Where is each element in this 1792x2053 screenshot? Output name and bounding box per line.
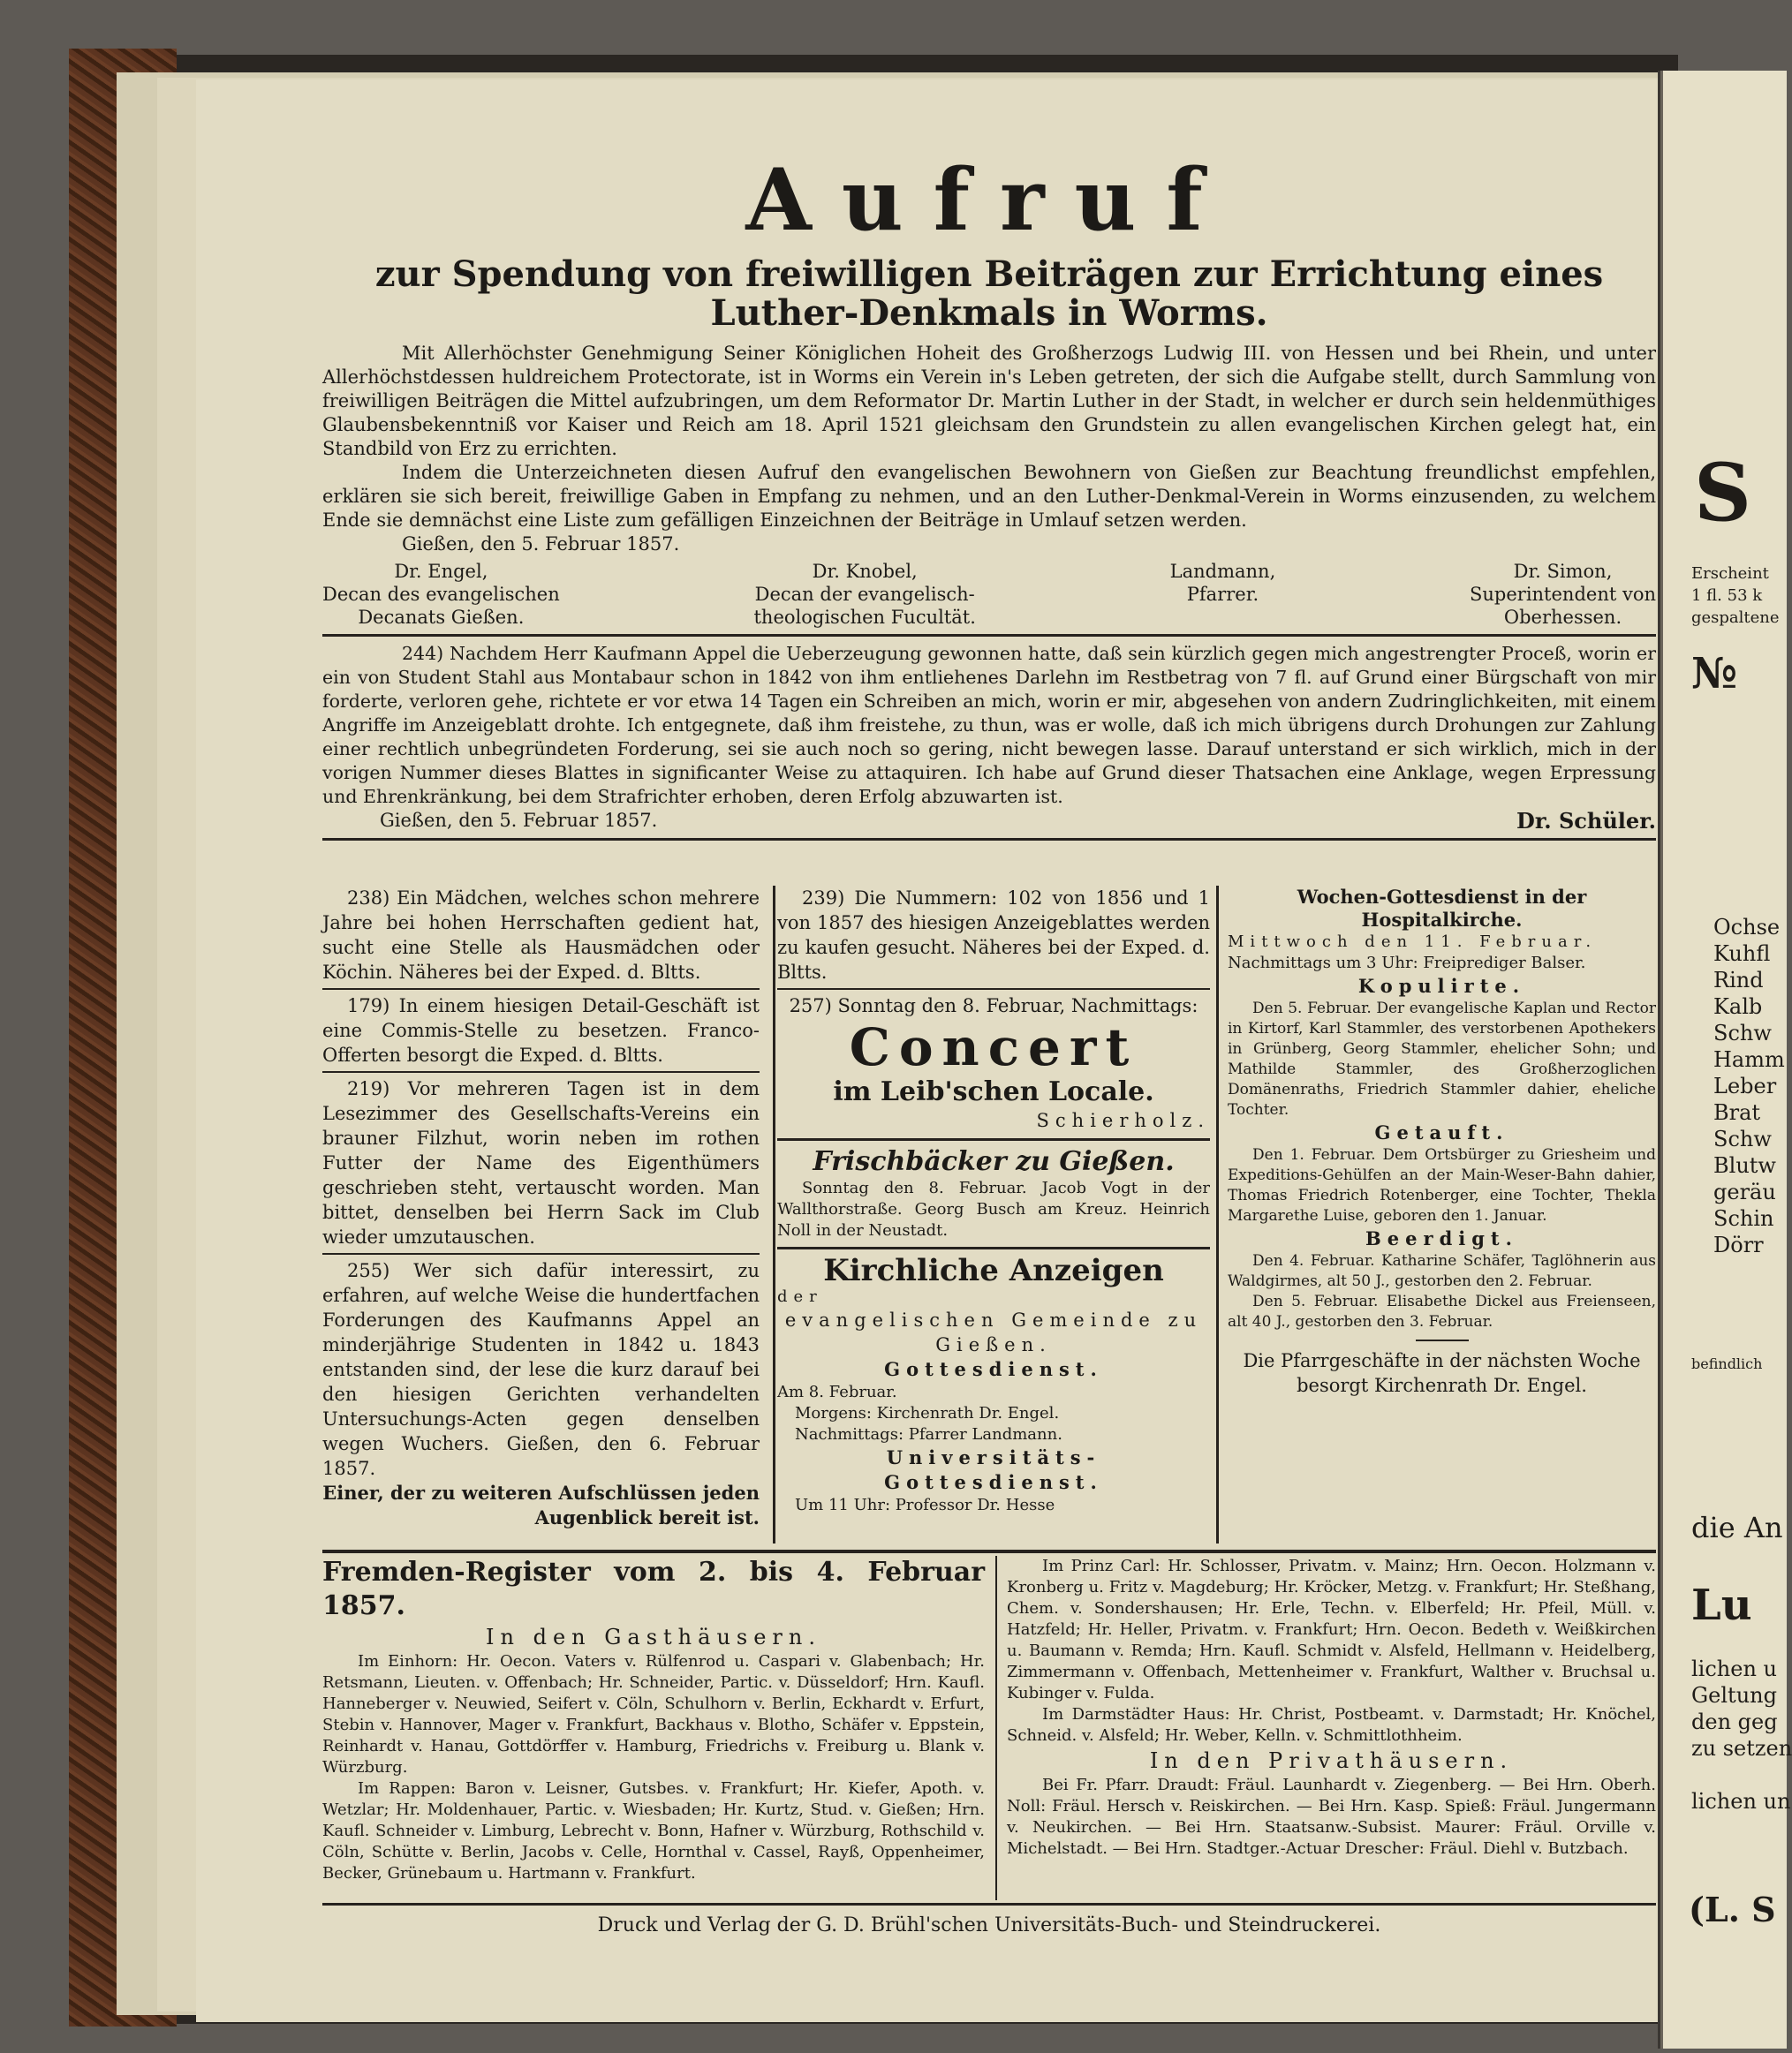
headline-subtitle: zur Spendung von freiwilligen Beiträgen zur Errichtung eines Luther-Denkmals in Worms. bbox=[374, 253, 1604, 334]
divider bbox=[322, 634, 1656, 637]
signatory-title: Pfarrer. bbox=[1186, 584, 1259, 605]
facing-text: befindlich bbox=[1691, 1355, 1763, 1372]
facing-text: zu setzen bbox=[1691, 1736, 1792, 1761]
middle-column bbox=[777, 886, 1210, 1516]
signatory-title: Decanats Gießen. bbox=[358, 607, 525, 628]
hospital-service-date: Mittwoch den 11. Februar. bbox=[1228, 932, 1598, 951]
notice-238: 238) Ein Mädchen, welches schon mehrere Jahre bei hohen Herrschaften gedient hat, sucht eine Stelle als Hausmädchen oder Köchin. Näheres bei der Exped. d. Bltts. bbox=[322, 887, 760, 983]
church-sub-2: evangelischen Gemeinde zu Gießen. bbox=[784, 1310, 1203, 1355]
facing-text: Erscheint bbox=[1691, 564, 1769, 583]
concert-title: Concert bbox=[849, 1017, 1138, 1077]
facing-text: Schin bbox=[1713, 1206, 1774, 1231]
parish-duties: Die Pfarrgeschäfte in der nächsten Woche besorgt Kirchenrath Dr. Engel. bbox=[1243, 1350, 1641, 1396]
service-morning: Morgens: Kirchenrath Dr. Engel. bbox=[795, 1404, 1060, 1423]
bakers-title: Frischbäcker zu Gießen. bbox=[813, 1146, 1175, 1177]
marriages-text: Den 5. Februar. Der evangelische Kaplan und Rector in Kirtorf, Karl Stammler, des verstorbenen Apothekers in Grünberg, Georg Stammler, ehelicher Sohn; und Mathilde Stammler, des Großherzoglichen Domänenraths, Friedrich Stammler dahier, eheliche Tochter. bbox=[1228, 1000, 1656, 1119]
facing-text: S bbox=[1694, 446, 1751, 540]
divider bbox=[777, 988, 1210, 990]
signatory-name: Dr. Engel, bbox=[394, 561, 488, 582]
baptisms-title: Getauft. bbox=[1374, 1121, 1509, 1143]
classified-columns bbox=[322, 886, 1656, 1530]
divider bbox=[777, 1138, 1210, 1141]
facing-text: Rind bbox=[1713, 968, 1764, 993]
column-rule bbox=[995, 1556, 997, 1900]
facing-text: Blutw bbox=[1713, 1153, 1776, 1178]
left-column bbox=[322, 886, 760, 1530]
divider bbox=[322, 1550, 1656, 1553]
church-title: Kirchliche Anzeigen bbox=[823, 1253, 1164, 1288]
appeal-paragraph-2: Indem die Unterzeichneten diesen Aufruf den evangelischen Bewohnern von Gießen zur Beachtung freundlichst empfehlen, erklären sie sich bereit, freiwillige Gaben in Empfang zu nehmen, und an den Luther-Denkmal-Verein in Worms einzusenden, zu welchem Ende sie demnächst eine Liste zum gefälligen Einzeichnen der Beiträge in Umlauf setzen werden. bbox=[322, 462, 1656, 531]
appeal-section bbox=[322, 150, 1656, 846]
signatory-name: Landmann, bbox=[1169, 561, 1276, 582]
facing-text: Kalb bbox=[1713, 994, 1763, 1019]
signatory-title: Decan des evangelischen bbox=[322, 584, 560, 605]
notice-244: 244) Nachdem Herr Kaufmann Appel die Ueberzeugung gewonnen hatte, daß sein kürzlich gegen mich angestrengter Proceß, worin er ein von Student Stahl aus Montabaur schon in 1842 von ihm entliehenes Darlehn im Restbetrag von 7 fl. auf Grund einer Bürgschaft von mir forderte, verloren gehe, richtete er vor etwa 14 Tagen ein Schreiben an mich, worin er mir, abgesehen von andern Zudringlichkeiten, mit einem Angriffe im Anzeigeblatt drohte. Ich entgegnete, daß ihm freistehe, zu thun, was er wolle, daß ich mich übrigens durch Drohungen zur Zahlung einer rechtlich unbegründeten Forderung, sei sie auch noch so gering, nicht bewegen lasse. Darauf unterstand er sich wirklich, mich in der vorigen Nummer dieses Blattes in significanter Weise zu attaquiren. Ich habe auf Grund dieser Thatsachen eine Anklage, wegen Erpressung und Ehrenkränkung, bei dem Strafrichter erhoben, deren Erfolg abzuwarten ist. bbox=[322, 643, 1656, 807]
university-service-title: Universitäts-Gottesdienst. bbox=[884, 1446, 1103, 1493]
signatory bbox=[322, 560, 560, 629]
hospital-service-title: Wochen-Gottesdienst in der Hospitalkirche. bbox=[1297, 886, 1587, 931]
service-title: Gottesdienst. bbox=[884, 1358, 1103, 1380]
facing-text: geräu bbox=[1713, 1180, 1776, 1204]
signatories bbox=[322, 560, 1656, 629]
notice-219: 219) Vor mehreren Tagen ist in dem Lesezimmer des Gesellschafts-Vereins ein brauner Filzhut, worin neben im rothen Futter der Name des Eigenthümers geschrieben steht, vertauscht worden. Man bittet, denselben bei Herrn Sack im Club wieder umzutauschen. bbox=[322, 1078, 760, 1248]
university-service-time: Um 11 Uhr: Professor Dr. Hesse bbox=[795, 1496, 1055, 1514]
facing-text: Hamm bbox=[1713, 1047, 1785, 1072]
facing-text: Lu bbox=[1691, 1581, 1752, 1630]
burials-title: Beerdigt. bbox=[1365, 1227, 1518, 1249]
divider bbox=[322, 988, 760, 990]
signatory-name: Dr. Knobel, bbox=[812, 561, 918, 582]
signatory-name: Dr. Simon, bbox=[1513, 561, 1613, 582]
facing-text: Brat bbox=[1713, 1100, 1761, 1125]
divider bbox=[777, 1247, 1210, 1249]
burials-text-2: Den 5. Februar. Elisabethe Dickel aus Freienseen, alt 40 J., gestorben den 3. Februar. bbox=[1228, 1293, 1656, 1331]
facing-text: Geltung bbox=[1691, 1683, 1777, 1708]
facing-text: Kuhfl bbox=[1713, 941, 1771, 966]
notice-179: 179) In einem hiesigen Detail-Geschäft ist eine Commis-Stelle zu besetzen. Franco-Offerten besorgt die Exped. d. Bltts. bbox=[322, 995, 760, 1066]
facing-text: № bbox=[1691, 649, 1738, 698]
burials-text-1: Den 4. Februar. Katharine Schäfer, Taglöhnerin aus Waldgirmes, alt 50 J., gestorben den 2. Februar. bbox=[1228, 1252, 1656, 1290]
facing-text: Dörr bbox=[1713, 1233, 1764, 1257]
notice-244-footer bbox=[322, 809, 1656, 833]
bakers-list: Sonntag den 8. Februar. Jacob Vogt in der Wallthorstraße. Georg Busch am Kreuz. Heinrich Noll in der Neustadt. bbox=[777, 1179, 1210, 1240]
service-afternoon: Nachmittags: Pfarrer Landmann. bbox=[795, 1425, 1062, 1444]
register-subtitle: In den Gasthäusern. bbox=[486, 1625, 821, 1649]
headline-title: Aufruf bbox=[745, 150, 1233, 250]
column-rule bbox=[773, 886, 775, 1544]
facing-text: 1 fl. 53 k bbox=[1691, 586, 1763, 605]
signatory-title: theologischen Fucultät. bbox=[753, 607, 976, 628]
column-rule bbox=[1216, 886, 1219, 1544]
appeal-place-date: Gießen, den 5. Februar 1857. bbox=[402, 533, 680, 555]
baptisms-text: Den 1. Februar. Dem Ortsbürger zu Griesheim und Expeditions-Gehülfen an der Main-Weser-Bahn dahier, Thomas Friedrich Rotenberger, eine Tochter, Thekla Margarethe Luise, geboren den 1. Januar. bbox=[1228, 1146, 1656, 1225]
facing-text: lichen u bbox=[1691, 1657, 1777, 1681]
signatory bbox=[1470, 560, 1656, 629]
register-darmstaedter-haus: Im Darmstädter Haus: Hr. Christ, Postbeamt. v. Darmstadt; Hr. Knöchel, Schneid. v. Alsfeld; Hr. Weber, Kelln. v. Schmittlothheim. bbox=[1007, 1705, 1656, 1745]
facing-text: die An bbox=[1691, 1511, 1783, 1544]
facing-text: lichen un bbox=[1691, 1789, 1791, 1814]
facing-text: gespaltene bbox=[1691, 608, 1780, 627]
notice-239: 239) Die Nummern: 102 von 1856 und 1 von 1857 des hiesigen Anzeigeblattes werden zu kaufen gesucht. Näheres bei der Exped. d. Bltts. bbox=[777, 887, 1210, 983]
notice-255-signature: Einer, der zu weiteren Aufschlüssen jeden Augenblick bereit ist. bbox=[322, 1482, 760, 1528]
facing-text: (L. S bbox=[1689, 1890, 1776, 1929]
register-left bbox=[322, 1556, 985, 1884]
divider bbox=[322, 1071, 760, 1073]
register-private-title: In den Privathäusern. bbox=[1149, 1748, 1514, 1773]
divider bbox=[322, 838, 1656, 841]
service-date: Am 8. Februar. bbox=[777, 1383, 897, 1401]
notice-257-head: 257) Sonntag den 8. Februar, Nachmittags: bbox=[789, 995, 1198, 1016]
concert-signature: Schierholz. bbox=[1036, 1110, 1210, 1131]
church-sub-1: der bbox=[777, 1287, 823, 1306]
divider bbox=[322, 1253, 760, 1255]
notice-255: 255) Wer sich dafür interessirt, zu erfahren, auf welche Weise die hundertfachen Forderungen des Kaufmanns Appel an minderjährige Studenten in 1842 u. 1843 entstanden sind, der lese die kurz darauf bei den hiesigen Gerichten verhandelten Untersuchungs-Acten gegen denselben wegen Wuchers. Gießen, den 6. Februar 1857. bbox=[322, 1260, 760, 1479]
facing-text: Schw bbox=[1713, 1127, 1772, 1151]
right-column bbox=[1228, 886, 1656, 1398]
divider bbox=[322, 1903, 1656, 1906]
notice-244-date: Gießen, den 5. Februar 1857. bbox=[380, 810, 658, 831]
signatory bbox=[1170, 560, 1276, 629]
notice-244-signature: Dr. Schüler. bbox=[1516, 808, 1656, 834]
register-prinz-carl: Im Prinz Carl: Hr. Schlosser, Privatm. v. Mainz; Hrn. Oecon. Holzmann v. Kronberg u. Fritz v. Magdeburg; Hr. Kröcker, Metzg. v. Frankfurt; Hr. Steßhang, Chem. v. Sondershausen; Hr. Erle, Techn. v. Elberfeld; Hr. Pfeil, Müll. v. Hatzfeld; Hr. Heller, Privatm. v. Frankfurt; Hrn. Oecon. Bedeth v. Weißkirchen u. Baumann v. Remda; Hrn. Kaufl. Schmidt v. Alsfeld, Hellmann v. Heidelberg, Zimmermann v. Offenbach, Mettenheimer v. Frankfurt, Walther v. Bruchsal u. Kubinger v. Fulda. bbox=[1007, 1557, 1656, 1702]
signatory bbox=[753, 560, 975, 629]
signatory-title: Decan der evangelisch- bbox=[754, 584, 975, 605]
register-rappen: Im Rappen: Baron v. Leisner, Gutsbes. v. Frankfurt; Hr. Kiefer, Apoth. v. Wetzlar; Hr. Moldenhauer, Partic. v. Wiesbaden; Hr. Kurtz, Stud. v. Gießen; Hrn. Kaufl. Schneider v. Limburg, Lebrecht v. Bonn, Hafner v. Würzburg, Rothschild v. Cöln, Schütte v. Berlin, Jacobs v. Celle, Hornthal v. Cassel, Rayß, Oppenheimer, Becker, Grünebaum u. Hartmann v. Frankfurt. bbox=[322, 1779, 985, 1883]
appeal-paragraph-1: Mit Allerhöchster Genehmigung Seiner Königlichen Hoheit des Großherzogs Ludwig III. von Hessen und bei Rhein, und unter Allerhöchstdessen huldreichem Protectorate, ist in Worms ein Verein in's Leben getreten, der sich die Aufgabe stellt, durch Sammlung von freiwilligen Beiträgen die Mittel aufzubringen, um dem Reformator Dr. Martin Luther in der Stadt, in welcher er durch sein heldenmüthiges Glaubensbekenntniß vor Kaiser und Reich am 18. April 1521 gleichsam den Grundstein zu allen evangelischen Kirchen gelegt hat, ein Standbild von Erz zu errichten. bbox=[322, 343, 1656, 459]
facing-text: den geg bbox=[1691, 1710, 1778, 1734]
imprint: Druck und Verlag der G. D. Brühl'schen Universitäts-Buch- und Steindruckerei. bbox=[597, 1914, 1381, 1936]
signatory-title: Superintendent von bbox=[1470, 584, 1656, 605]
register-einhorn: Im Einhorn: Hr. Oecon. Vaters v. Rülfenrod u. Caspari v. Glabenbach; Hr. Retsmann, Lieuten. v. Offenbach; Hr. Schneider, Partic. v. Düsseldorf; Hrn. Kaufl. Hanneberger v. Neuwied, Seifert v. Cöln, Schulhorn v. Berlin, Eckhardt v. Erfurt, Stebin v. Hannover, Mager v. Frankfurt, Backhaus v. Blotho, Schäfer v. Eppstein, Reinhardt v. Hanau, Gottdörffer v. Hamburg, Friedrichs v. Freiburg u. Blank v. Würzburg. bbox=[322, 1652, 985, 1777]
register-private: Bei Fr. Pfarr. Draudt: Fräul. Launhardt v. Ziegenberg. — Bei Hrn. Oberh. Noll: Fräul. Hersch v. Reiskirchen. — Bei Hrn. Kasp. Spieß: Fräul. Jungermann v. Neukirchen. — Bei Hrn. Staatsanw.-Subsist. Maurer: Fräul. Orville v. Michelstadt. — Bei Hrn. Stadtger.-Actuar Drescher: Fräul. Diehl v. Butzbach. bbox=[1007, 1776, 1656, 1858]
hospital-service-time: Nachmittags um 3 Uhr: Freiprediger Balser. bbox=[1228, 954, 1586, 972]
concert-venue: im Leib'schen Locale. bbox=[833, 1076, 1154, 1107]
marriages-title: Kopulirte. bbox=[1357, 975, 1526, 997]
register-title: Fremden-Register vom 2. bis 4. Februar 1857. bbox=[322, 1557, 985, 1621]
register-right bbox=[1007, 1556, 1656, 1860]
facing-text: Schw bbox=[1713, 1021, 1772, 1045]
facing-text: Ochse bbox=[1713, 915, 1781, 940]
divider bbox=[1416, 1340, 1469, 1341]
signatory-title: Oberhessen. bbox=[1503, 607, 1622, 628]
facing-text: Leber bbox=[1713, 1074, 1777, 1098]
